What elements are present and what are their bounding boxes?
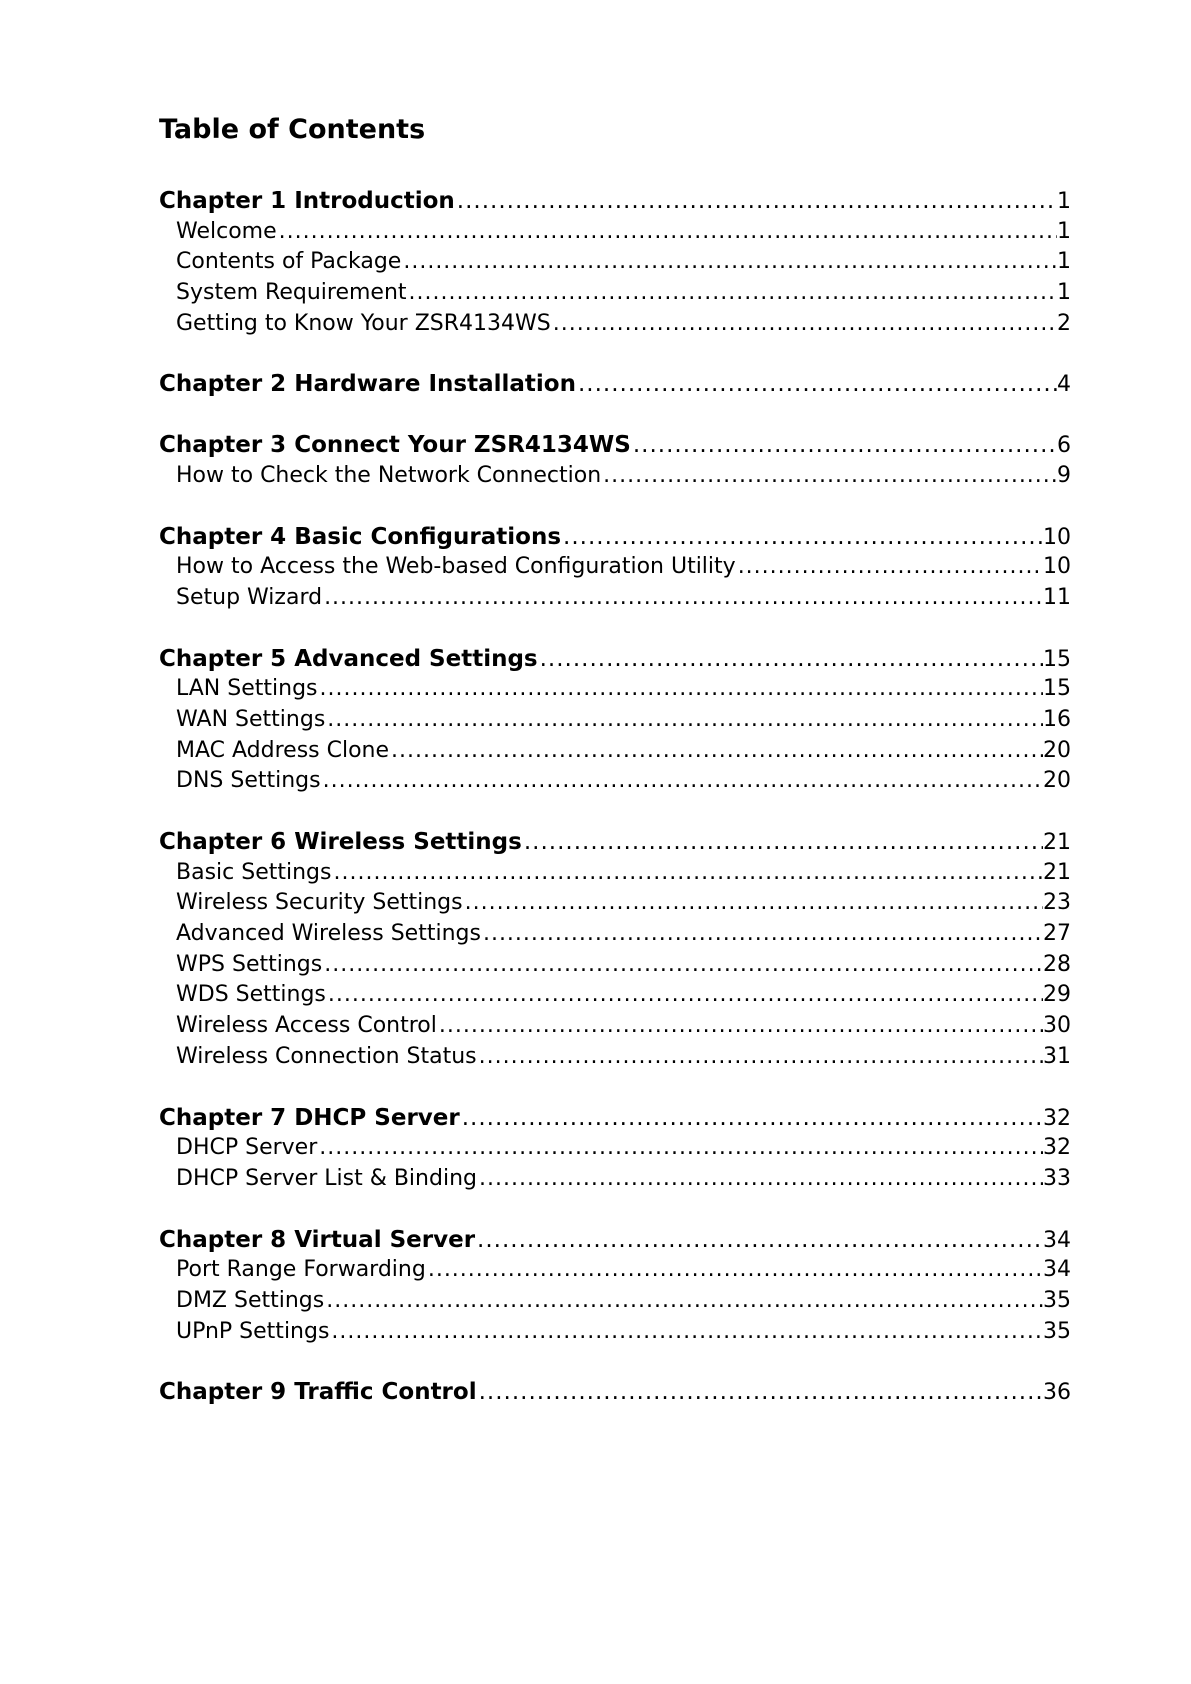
toc-section-entry[interactable] bbox=[159, 247, 1071, 278]
toc-page-number: 32 bbox=[1043, 1105, 1071, 1131]
toc-chapter-label: Chapter 6 Wireless Settings bbox=[159, 829, 522, 855]
toc-section-entry[interactable] bbox=[159, 1317, 1071, 1348]
toc-section-label: Wireless Connection Status bbox=[176, 1043, 477, 1069]
toc-section-entry[interactable] bbox=[159, 278, 1071, 309]
dot-leader bbox=[326, 980, 1043, 1011]
toc-section-entry[interactable] bbox=[159, 583, 1071, 614]
toc-section-label: Setup Wizard bbox=[176, 584, 323, 610]
toc-section-label: Getting to Know Your ZSR4134WS bbox=[176, 310, 551, 336]
toc-section-label: Basic Settings bbox=[176, 859, 332, 885]
toc-section-entry[interactable] bbox=[159, 919, 1071, 950]
toc-section-label: WPS Settings bbox=[176, 951, 323, 977]
toc-group-chapter-6 bbox=[159, 827, 1071, 1073]
page-title: Table of Contents bbox=[159, 114, 426, 145]
dot-leader bbox=[463, 888, 1043, 919]
dot-leader bbox=[407, 278, 1057, 309]
toc-section-entry[interactable] bbox=[159, 552, 1071, 583]
toc-page-number: 36 bbox=[1043, 1380, 1071, 1406]
toc-page-number: 10 bbox=[1043, 554, 1071, 580]
toc-page-number: 1 bbox=[1057, 280, 1071, 306]
dot-leader bbox=[321, 766, 1043, 797]
dot-leader bbox=[551, 309, 1057, 340]
dot-leader bbox=[477, 1042, 1043, 1073]
toc-group-chapter-7 bbox=[159, 1103, 1071, 1195]
toc-page-number: 2 bbox=[1057, 310, 1071, 336]
toc-section-entry[interactable] bbox=[159, 1011, 1071, 1042]
toc-chapter-entry[interactable] bbox=[159, 186, 1071, 217]
toc-chapter-entry[interactable] bbox=[159, 644, 1071, 675]
toc-group-chapter-9 bbox=[159, 1377, 1071, 1408]
toc-chapter-label: Chapter 3 Connect Your ZSR4134WS bbox=[159, 432, 631, 459]
toc-chapter-entry[interactable] bbox=[159, 369, 1071, 400]
toc-section-label: MAC Address Clone bbox=[176, 737, 390, 763]
toc-page-number: 31 bbox=[1043, 1043, 1071, 1069]
toc-page-number: 34 bbox=[1043, 1227, 1071, 1253]
dot-leader bbox=[277, 217, 1057, 248]
toc-section-label: Contents of Package bbox=[176, 249, 402, 275]
toc-page-number: 21 bbox=[1043, 859, 1071, 885]
toc-page-number: 32 bbox=[1043, 1135, 1071, 1161]
toc-section-label: WAN Settings bbox=[176, 706, 326, 732]
dot-leader bbox=[325, 705, 1043, 736]
toc-section-entry[interactable] bbox=[159, 309, 1071, 340]
dot-leader bbox=[460, 1103, 1043, 1134]
toc-page-number: 21 bbox=[1043, 830, 1071, 855]
dot-leader bbox=[477, 1377, 1043, 1408]
toc-page-number: 15 bbox=[1043, 646, 1071, 672]
toc-section-label: DNS Settings bbox=[176, 768, 321, 794]
toc-section-entry[interactable] bbox=[159, 1133, 1071, 1164]
toc-section-label: DHCP Server bbox=[176, 1135, 318, 1161]
toc-list bbox=[159, 186, 1071, 1408]
dot-leader bbox=[317, 1133, 1043, 1164]
dot-leader bbox=[477, 1164, 1043, 1195]
dot-leader bbox=[538, 644, 1043, 675]
toc-group-chapter-8 bbox=[159, 1225, 1071, 1348]
toc-page-number: 16 bbox=[1043, 706, 1071, 732]
toc-page-number: 1 bbox=[1057, 189, 1071, 214]
toc-chapter-label: Chapter 5 Advanced Settings bbox=[159, 645, 538, 672]
toc-section-entry[interactable] bbox=[159, 217, 1071, 248]
dot-leader bbox=[475, 1225, 1043, 1256]
toc-page-number: 35 bbox=[1043, 1318, 1071, 1344]
toc-page-number: 27 bbox=[1043, 921, 1071, 947]
dot-leader bbox=[736, 552, 1043, 583]
dot-leader bbox=[329, 1317, 1043, 1348]
toc-chapter-entry[interactable] bbox=[159, 430, 1071, 461]
toc-group-chapter-5 bbox=[159, 644, 1071, 797]
toc-section-label: DMZ Settings bbox=[176, 1287, 325, 1313]
toc-page-number: 33 bbox=[1043, 1165, 1071, 1191]
toc-section-entry[interactable] bbox=[159, 1286, 1071, 1317]
dot-leader bbox=[324, 1286, 1043, 1317]
dot-leader bbox=[437, 1011, 1043, 1042]
document-page bbox=[159, 110, 1071, 1438]
toc-chapter-entry[interactable] bbox=[159, 1377, 1071, 1408]
toc-section-label: Port Range Forwarding bbox=[176, 1257, 426, 1283]
toc-page-number: 35 bbox=[1043, 1287, 1071, 1313]
toc-page-number: 23 bbox=[1043, 890, 1071, 916]
toc-page-number: 28 bbox=[1043, 951, 1071, 977]
toc-chapter-label: Chapter 8 Virtual Server bbox=[159, 1226, 476, 1253]
toc-section-entry[interactable] bbox=[159, 950, 1071, 981]
toc-chapter-label: Chapter 9 Traffic Control bbox=[159, 1379, 477, 1406]
toc-page-number: 1 bbox=[1057, 218, 1071, 244]
dot-leader bbox=[426, 1255, 1043, 1286]
toc-section-label: DHCP Server List & Binding bbox=[176, 1165, 477, 1191]
dot-leader bbox=[576, 369, 1057, 400]
toc-chapter-label: Chapter 7 DHCP Server bbox=[159, 1104, 460, 1131]
toc-section-entry[interactable] bbox=[159, 1255, 1071, 1286]
toc-page-number: 34 bbox=[1043, 1257, 1071, 1283]
toc-page-number: 29 bbox=[1043, 982, 1071, 1008]
toc-chapter-entry[interactable] bbox=[159, 827, 1071, 858]
toc-chapter-entry[interactable] bbox=[159, 1225, 1071, 1256]
toc-group-chapter-4 bbox=[159, 522, 1071, 614]
toc-section-entry[interactable] bbox=[159, 736, 1071, 767]
toc-section-entry[interactable] bbox=[159, 674, 1071, 705]
dot-leader bbox=[322, 583, 1043, 614]
toc-section-entry[interactable] bbox=[159, 980, 1071, 1011]
toc-page-number: 15 bbox=[1043, 676, 1071, 702]
toc-page-number: 20 bbox=[1043, 768, 1071, 794]
toc-section-label: How to Check the Network Connection bbox=[176, 462, 602, 488]
toc-page-number: 30 bbox=[1043, 1013, 1071, 1039]
toc-section-label: System Requirement bbox=[176, 280, 407, 306]
dot-leader bbox=[389, 736, 1043, 767]
toc-chapter-label: Chapter 1 Introduction bbox=[159, 188, 455, 214]
toc-chapter-entry[interactable] bbox=[159, 522, 1071, 553]
toc-section-entry[interactable] bbox=[159, 461, 1071, 492]
dot-leader bbox=[318, 674, 1044, 705]
toc-page-number: 10 bbox=[1043, 524, 1071, 550]
toc-page-number: 1 bbox=[1057, 249, 1071, 275]
toc-section-entry[interactable] bbox=[159, 766, 1071, 797]
dot-leader bbox=[322, 950, 1043, 981]
toc-page-number: 11 bbox=[1043, 584, 1071, 610]
toc-section-label: Wireless Access Control bbox=[176, 1013, 437, 1039]
toc-section-label: Advanced Wireless Settings bbox=[176, 921, 481, 947]
toc-chapter-label: Chapter 2 Hardware Installation bbox=[159, 371, 576, 398]
toc-section-entry[interactable] bbox=[159, 1164, 1071, 1195]
dot-leader bbox=[522, 827, 1043, 858]
dot-leader bbox=[601, 461, 1057, 492]
toc-group-chapter-2 bbox=[159, 369, 1071, 400]
toc-page-number: 9 bbox=[1057, 462, 1071, 488]
toc-section-entry[interactable] bbox=[159, 858, 1071, 889]
toc-section-label: Welcome bbox=[176, 218, 277, 244]
toc-section-label: Wireless Security Settings bbox=[176, 890, 463, 916]
dot-leader bbox=[455, 186, 1057, 217]
toc-chapter-entry[interactable] bbox=[159, 1103, 1071, 1134]
toc-chapter-label: Chapter 4 Basic Configurations bbox=[159, 523, 562, 550]
dot-leader bbox=[561, 522, 1043, 553]
toc-section-label: How to Access the Web-based Configuration Utility bbox=[176, 554, 736, 580]
toc-group-chapter-1 bbox=[159, 186, 1071, 339]
dot-leader bbox=[401, 247, 1057, 278]
dot-leader bbox=[331, 858, 1043, 889]
toc-section-entry[interactable] bbox=[159, 1042, 1071, 1073]
toc-page-number: 4 bbox=[1057, 372, 1071, 398]
toc-page-number: 20 bbox=[1043, 737, 1071, 763]
toc-group-chapter-3 bbox=[159, 430, 1071, 491]
toc-page-number: 6 bbox=[1057, 433, 1071, 459]
toc-section-entry[interactable] bbox=[159, 888, 1071, 919]
toc-section-label: LAN Settings bbox=[176, 676, 318, 702]
toc-section-label: WDS Settings bbox=[176, 982, 326, 1008]
dot-leader bbox=[481, 919, 1043, 950]
toc-section-label: UPnP Settings bbox=[176, 1318, 330, 1344]
dot-leader bbox=[631, 430, 1057, 461]
toc-section-entry[interactable] bbox=[159, 705, 1071, 736]
